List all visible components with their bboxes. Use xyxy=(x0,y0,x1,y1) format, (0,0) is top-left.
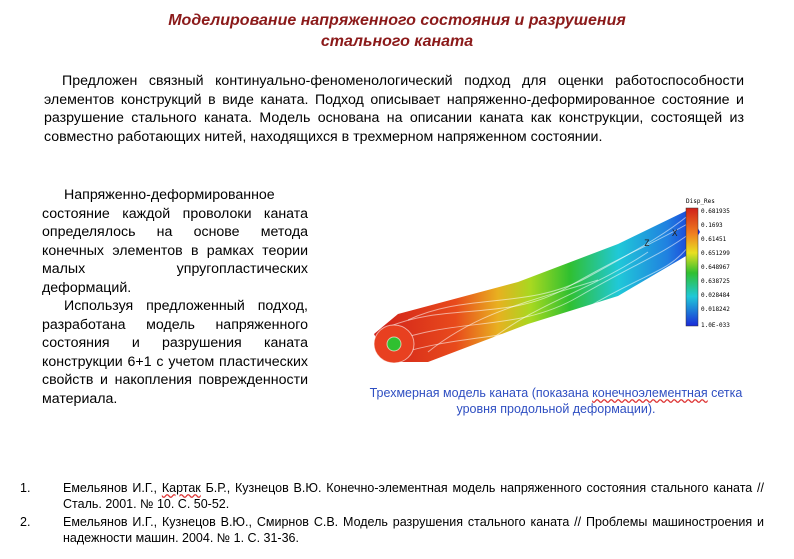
caption-underlined: конечноэлементная xyxy=(592,386,708,400)
reference-number: 1. xyxy=(20,481,31,495)
axis-mark-x: X xyxy=(672,229,678,239)
legend-title: Disp_Res xyxy=(686,198,715,205)
title-line-2: стального каната xyxy=(320,33,474,50)
legend-value: 0.1693 xyxy=(701,222,723,229)
rope-body xyxy=(374,210,700,362)
legend-value: 0.648967 xyxy=(701,264,730,271)
reference-item xyxy=(20,515,764,546)
legend-value: 0.018242 xyxy=(701,306,730,313)
legend-value: 0.651299 xyxy=(701,250,730,257)
rope-model-image xyxy=(368,192,744,382)
legend-value: 0.028484 xyxy=(701,292,730,299)
legend-value: 0.61451 xyxy=(701,236,727,243)
title-line-1: Моделирование напряженного состояния и разрушения xyxy=(168,12,626,29)
reference-text: Емельянов И.Г., Кузнецов В.Ю., Смирнов С.В. Модель разрушения стального каната // Проблемы машиностроения и надежности машин. 2004. № 1. С. 31-36. xyxy=(63,515,764,545)
fem-paragraph-1: Напряженно-деформированное состояние каждой проволоки каната определялось на основе метода конечных элементов в рамках теории малых упругопластических деформаций. xyxy=(42,187,308,296)
rope-model-figure xyxy=(368,192,744,382)
legend-value: 0.638725 xyxy=(701,278,730,285)
legend-labels xyxy=(701,208,730,329)
legend-value: 1.0E-033 xyxy=(701,322,730,329)
reference-author-underlined: Картак xyxy=(161,481,201,495)
intro-paragraph: Предложен связный континуально-феноменологический подход для оценки работоспособности элементов конструкций в виде каната. Подход описывает напряженно-деформированное состояние и разрушение стального каната. Модель основана на описании каната как конструкции, состоящей из совместно работающих нитей, находящихся в трехмерном напряженном состоянии. xyxy=(44,73,744,145)
references-list xyxy=(20,481,764,549)
axis-mark-z: Z xyxy=(644,239,650,249)
reference-authors-pre: Емельянов И.Г., xyxy=(63,481,162,495)
reference-item xyxy=(20,481,764,512)
fem-description xyxy=(42,186,308,408)
fem-paragraph-2: Используя предложенный подход, разработана модель напряженного состояния и разрушения каната конструкции 6+1 с учетом пластических свойств и накопления поврежденности материала. xyxy=(42,298,308,407)
page-title xyxy=(0,10,794,52)
core-wire xyxy=(387,337,401,351)
legend-value: 0.681935 xyxy=(701,208,730,215)
reference-text: Б.Р., Кузнецов В.Ю. Конечно-элементная модель напряженного состояния стального каната // Сталь. 2001. № 10. С. 50-52. xyxy=(63,481,764,511)
caption-pre: Трехмерная модель каната (показана xyxy=(369,386,593,400)
reference-number: 2. xyxy=(20,515,31,529)
legend-colorbar xyxy=(686,208,698,326)
figure-caption xyxy=(368,385,744,417)
caption-post: сетка уровня продольной деформации). xyxy=(456,386,743,416)
